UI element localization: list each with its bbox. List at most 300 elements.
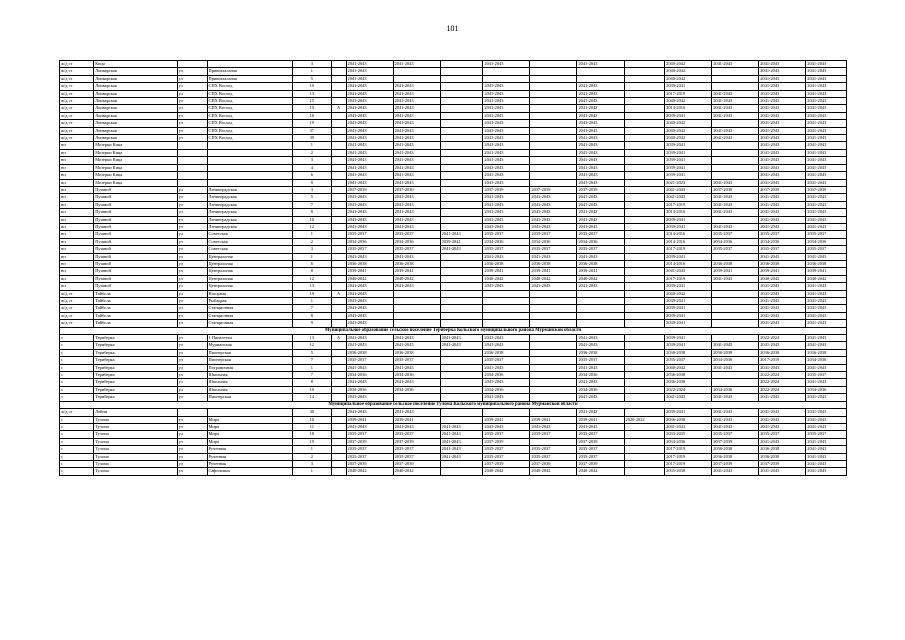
table-cell: 2036-2038 (577, 260, 624, 267)
table-cell: 2041-2043 (530, 283, 577, 290)
table-cell (530, 438, 577, 445)
table-row (60, 201, 847, 208)
table-cell: Сафоновых (207, 468, 293, 475)
table-cell: с (60, 438, 94, 445)
table-cell: 2041-2043 (806, 83, 847, 90)
table-cell: Пушной (94, 231, 177, 238)
table-cell: 2040-2042 (393, 468, 440, 475)
table-cell: 2041-2043 (806, 127, 847, 134)
table-cell (207, 149, 293, 156)
table-cell (207, 164, 293, 171)
table-cell: 2039-2041 (665, 223, 712, 230)
table-cell: 2035-2037 (712, 431, 759, 438)
table-cell: 8 (293, 209, 331, 216)
table-cell: 2034-2036 (483, 238, 530, 245)
table-cell: Териберка (94, 379, 177, 386)
table-cell: 2022-2024 (759, 379, 806, 386)
table-cell: 2041-2043 (483, 164, 530, 171)
table-cell: 2041-2043 (759, 342, 806, 349)
table-cell (331, 120, 346, 127)
table-cell: 2041-2043 (483, 127, 530, 134)
table-cell: 2041-2043 (759, 438, 806, 445)
table-cell: 2041-2043 (346, 423, 393, 430)
table-cell: 15 (293, 105, 331, 112)
table-cell: СПХ Восход (207, 98, 293, 105)
table-cell (440, 61, 483, 68)
table-cell (207, 61, 293, 68)
table-cell: 2037-2039 (393, 186, 440, 193)
table-cell (207, 409, 293, 416)
table-cell: 2041-2043 (346, 98, 393, 105)
table-cell (331, 164, 346, 171)
table-cell (483, 305, 530, 312)
table-cell (440, 379, 483, 386)
table-cell: ж/д ст (60, 120, 94, 127)
table-cell: ул (177, 253, 207, 260)
table-cell: 2017-2019 (665, 453, 712, 460)
table-cell: 2037-2039 (759, 460, 806, 467)
table-cell: 2041-2043 (806, 394, 847, 401)
table-cell: 2034-2036 (346, 238, 393, 245)
table-cell: 2041-2043 (577, 157, 624, 164)
table-cell: 2041-2043 (712, 112, 759, 119)
table-cell: 2041-2043 (806, 305, 847, 312)
table-cell (331, 453, 346, 460)
table-cell: А (331, 105, 346, 112)
table-cell: 2041-2043 (806, 105, 847, 112)
table-cell: ж/д ст (60, 320, 94, 327)
table-row (60, 372, 847, 379)
table-cell: 2036-2038 (712, 260, 759, 267)
table-row (60, 320, 847, 327)
table-cell (331, 135, 346, 142)
table-cell: 6 (293, 172, 331, 179)
table-cell: Пушной (94, 194, 177, 201)
table-cell: 10 (293, 386, 331, 393)
table-cell (331, 298, 346, 305)
table-cell: 1 (293, 231, 331, 238)
section-header-row (60, 401, 847, 408)
table-row (60, 423, 847, 430)
table-cell: 2041-2043 (806, 61, 847, 68)
table-cell (440, 105, 483, 112)
table-cell: нп (60, 253, 94, 260)
table-row (60, 112, 847, 119)
table-cell: 2037-2039 (712, 438, 759, 445)
table-cell (624, 268, 665, 275)
table-cell (624, 201, 665, 208)
table-cell: Лоиварская (94, 135, 177, 142)
table-cell: Советская (207, 238, 293, 245)
table-cell: 2041-2043 (712, 364, 759, 371)
table-cell (440, 157, 483, 164)
table-cell: Териберка (94, 372, 177, 379)
table-cell (440, 142, 483, 149)
page-number: 101 (446, 24, 459, 33)
table-cell (331, 394, 346, 401)
table-cell: 2037-2039 (712, 460, 759, 467)
table-row (60, 209, 847, 216)
table-cell: ул (177, 438, 207, 445)
table-cell (331, 386, 346, 393)
table-cell: нп (60, 246, 94, 253)
table-cell: ж/д ст (60, 127, 94, 134)
table-cell: с (60, 460, 94, 467)
table-cell: 2041-2043 (393, 335, 440, 342)
table-row (60, 90, 847, 97)
table-cell: 2040-2042 (577, 275, 624, 282)
table-cell: ул (177, 238, 207, 245)
table-cell: 2039-2041 (665, 335, 712, 342)
table-cell: 2041-2043 (806, 468, 847, 475)
table-cell: ул (177, 335, 207, 342)
table-cell (624, 68, 665, 75)
table-cell: 2041-2043 (346, 364, 393, 371)
table-cell: 2041-2043 (346, 223, 393, 230)
table-cell: 2035-2037 (483, 453, 530, 460)
table-cell: Центральная (207, 283, 293, 290)
table-cell (177, 142, 207, 149)
table-row (60, 223, 847, 230)
table-cell (207, 142, 293, 149)
table-cell: Лоиварская (94, 120, 177, 127)
table-cell: ж/д ст (60, 68, 94, 75)
table-cell: Пушной (94, 238, 177, 245)
table-cell: 2014-2016 (665, 105, 712, 112)
table-cell (530, 342, 577, 349)
table-cell: 2041-2043 (440, 423, 483, 430)
table-cell: 2035-2037 (577, 431, 624, 438)
table-cell: с (60, 468, 94, 475)
table-cell: Тайбола (94, 298, 177, 305)
table-row (60, 349, 847, 356)
table-cell: 2035-2037 (806, 431, 847, 438)
table-cell: 2035-2037 (483, 446, 530, 453)
table-cell: ул (177, 342, 207, 349)
table-cell: ул (177, 98, 207, 105)
table-cell (712, 305, 759, 312)
table-cell (624, 112, 665, 119)
table-cell: 2041-2043 (577, 223, 624, 230)
table-cell: 2041-2043 (393, 164, 440, 171)
table-cell: Териберка (94, 335, 177, 342)
table-cell (331, 416, 346, 423)
table-cell: нп (60, 238, 94, 245)
table-cell: 2041-2043 (577, 98, 624, 105)
table-cell: ж/д ст (60, 98, 94, 105)
table-cell: 2040-2042 (577, 468, 624, 475)
table-cell: Мира (207, 416, 293, 423)
table-cell: 2039-2041 (346, 416, 393, 423)
table-cell: 3 (293, 460, 331, 467)
table-cell (331, 201, 346, 208)
table-cell: 2041-2043 (759, 98, 806, 105)
table-row (60, 431, 847, 438)
table-cell: Рученная (207, 453, 293, 460)
table-cell: ул (177, 446, 207, 453)
table-row (60, 268, 847, 275)
table-cell (483, 409, 530, 416)
table-cell (331, 431, 346, 438)
table-cell (712, 290, 759, 297)
table-cell (577, 305, 624, 312)
table-cell: 2039-2041 (806, 268, 847, 275)
table-cell: 2035-2037 (530, 453, 577, 460)
table-cell (624, 342, 665, 349)
table-cell: 2039-2041 (346, 268, 393, 275)
table-cell: нп (60, 201, 94, 208)
table-cell: ул (177, 68, 207, 75)
table-cell: 13 (293, 335, 331, 342)
table-row (60, 98, 847, 105)
table-cell (440, 275, 483, 282)
table-cell: 2034-2036 (712, 238, 759, 245)
table-cell (440, 120, 483, 127)
table-cell: 2041-2043 (393, 194, 440, 201)
table-cell: 3 (293, 186, 331, 193)
table-cell: 2041-2043 (577, 135, 624, 142)
table-cell: ул (177, 127, 207, 134)
table-cell (331, 357, 346, 364)
table-cell (624, 290, 665, 297)
table-cell: 2041-2043 (483, 157, 530, 164)
table-cell: 2041-2043 (530, 194, 577, 201)
table-cell: ул (177, 394, 207, 401)
table-row (60, 357, 847, 364)
table-cell: 2041-2043 (577, 253, 624, 260)
table-cell: 2 (293, 149, 331, 156)
table-cell: ул (177, 283, 207, 290)
table-cell: 2035-2037 (759, 231, 806, 238)
table-cell: 2039-2041 (577, 416, 624, 423)
table-cell: с (60, 364, 94, 371)
table-cell: 2041-2043 (759, 209, 806, 216)
table-cell: ул (177, 260, 207, 267)
table-cell: 2035-2037 (393, 431, 440, 438)
table-cell: 2034-2036 (806, 357, 847, 364)
table-cell (712, 216, 759, 223)
table-cell: Лоиварская (94, 83, 177, 90)
table-cell: 2036-2038 (483, 349, 530, 356)
table-row (60, 246, 847, 253)
table-cell: 2041-2043 (759, 253, 806, 260)
table-cell (624, 238, 665, 245)
table-cell: Мозерки Кица (94, 157, 177, 164)
table-cell: 2037-2039 (483, 438, 530, 445)
table-cell: 2014-2016 (665, 238, 712, 245)
table-cell: 2041-2043 (440, 453, 483, 460)
table-cell: нп (60, 231, 94, 238)
table-cell: 8 (293, 379, 331, 386)
table-cell (624, 460, 665, 467)
table-cell: 2 (293, 238, 331, 245)
table-cell: 2041-2043 (665, 394, 712, 401)
table-row (60, 460, 847, 467)
table-cell: 2041-2043 (393, 120, 440, 127)
table-cell: 2041-2043 (393, 157, 440, 164)
table-cell: 2041-2043 (483, 209, 530, 216)
table-cell: 2036-2038 (483, 260, 530, 267)
table-cell: А (331, 290, 346, 297)
table-cell: ул (177, 120, 207, 127)
table-row (60, 194, 847, 201)
table-cell: 2017-2019 (665, 446, 712, 453)
table-cell (624, 90, 665, 97)
table-cell: 2041-2043 (393, 364, 440, 371)
table-row (60, 179, 847, 186)
table-cell: 2041-2043 (577, 394, 624, 401)
table-cell (331, 231, 346, 238)
table-cell (440, 179, 483, 186)
table-cell (624, 142, 665, 149)
table-cell: 2041-2043 (759, 305, 806, 312)
table-cell: 2035-2037 (806, 372, 847, 379)
table-cell: 2035-2037 (483, 431, 530, 438)
table-cell: 2041-2043 (483, 120, 530, 127)
table-cell: 2041-2043 (530, 201, 577, 208)
table-cell (483, 75, 530, 82)
table-cell: 1 (293, 446, 331, 453)
table-cell: 2037-2039 (346, 460, 393, 467)
table-cell: 2041-2043 (346, 68, 393, 75)
table-cell: 2014-2016 (665, 231, 712, 238)
table-row (60, 394, 847, 401)
table-cell: 2037-2039 (483, 460, 530, 467)
table-cell: 2041-2043 (346, 253, 393, 260)
table-cell (331, 223, 346, 230)
table-cell (624, 61, 665, 68)
table-cell (440, 268, 483, 275)
table-cell (331, 209, 346, 216)
table-cell: Привокзальная (207, 75, 293, 82)
table-cell: СПХ Восход (207, 112, 293, 119)
table-cell: 7 (293, 357, 331, 364)
table-cell: Мозерки Кица (94, 164, 177, 171)
section-header-row (60, 327, 847, 334)
table-cell: Мира (207, 431, 293, 438)
table-cell: 2034-2036 (806, 386, 847, 393)
table-cell: 2041-2043 (346, 290, 393, 297)
table-cell: 2039-2041 (665, 312, 712, 319)
table-cell (530, 386, 577, 393)
table-cell (483, 68, 530, 75)
table-cell: 2017-2019 (665, 201, 712, 208)
table-cell: СПХ Восход (207, 90, 293, 97)
table-cell (331, 253, 346, 260)
table-row (60, 379, 847, 386)
table-cell: 2041-2043 (759, 135, 806, 142)
table-cell: 2037-2039 (759, 186, 806, 193)
table-cell: Лоиварская (94, 90, 177, 97)
table-cell: 2041-2043 (577, 194, 624, 201)
table-cell: 2041-2043 (393, 379, 440, 386)
table-cell: 2041-2043 (806, 164, 847, 171)
table-cell: 2041-2043 (577, 342, 624, 349)
table-cell: ж/д ст (60, 90, 94, 97)
table-cell: 2041-2043 (483, 194, 530, 201)
table-cell: 2034-2036 (530, 238, 577, 245)
table-cell: с (60, 357, 94, 364)
table-cell (440, 149, 483, 156)
table-cell (624, 298, 665, 305)
table-cell: ул (177, 460, 207, 467)
table-cell (440, 260, 483, 267)
table-cell (712, 320, 759, 327)
table-cell: 2035-2037 (759, 431, 806, 438)
table-cell (331, 364, 346, 371)
table-cell: 2041-2043 (759, 68, 806, 75)
table-cell: 2041-2043 (712, 194, 759, 201)
table-cell: нп (60, 283, 94, 290)
table-cell: 2041-2043 (577, 105, 624, 112)
table-cell: 2041-2043 (712, 409, 759, 416)
table-cell: с (60, 416, 94, 423)
table-cell: 2041-2043 (759, 290, 806, 297)
table-cell: 2041-2043 (483, 423, 530, 430)
table-cell: 2035-2037 (483, 231, 530, 238)
table-cell: 2041-2043 (806, 135, 847, 142)
table-cell: 2041-2043 (577, 112, 624, 119)
table-cell (440, 416, 483, 423)
table-cell: 2036-2038 (346, 349, 393, 356)
table-cell: Лоиварская (94, 75, 177, 82)
table-cell: ул (177, 386, 207, 393)
table-cell: 2041-2043 (440, 231, 483, 238)
table-cell (712, 75, 759, 82)
table-cell: 2041-2043 (759, 149, 806, 156)
table-cell: ул (177, 90, 207, 97)
table-cell (440, 357, 483, 364)
table-cell (440, 312, 483, 319)
table-cell: ж/д ст (60, 105, 94, 112)
table-cell (331, 216, 346, 223)
table-cell: 6 (293, 260, 331, 267)
table-cell (624, 164, 665, 171)
table-cell (440, 372, 483, 379)
table-cell: Пушной (94, 260, 177, 267)
table-cell: 1 (293, 298, 331, 305)
table-cell: 2041-2043 (712, 275, 759, 282)
table-cell: 2041-2043 (759, 179, 806, 186)
table-cell: 2036-2038 (665, 379, 712, 386)
table-cell (331, 423, 346, 430)
table-cell: 2041-2043 (806, 179, 847, 186)
table-cell: 2041-2043 (483, 142, 530, 149)
table-cell: 2037-2039 (393, 460, 440, 467)
table-cell: 2041-2043 (393, 209, 440, 216)
table-cell (577, 75, 624, 82)
table-cell: с (60, 386, 94, 393)
table-cell: 2041-2043 (712, 90, 759, 97)
table-cell (331, 68, 346, 75)
table-cell: 19 (293, 438, 331, 445)
table-cell: 2041-2043 (665, 268, 712, 275)
table-cell: Лоиварская (94, 68, 177, 75)
table-cell: Тулома (94, 446, 177, 453)
table-cell: 2041-2043 (577, 409, 624, 416)
table-cell (177, 149, 207, 156)
table-cell: 2041-2043 (759, 127, 806, 134)
table-cell: 2035-2038 (665, 468, 712, 475)
table-row (60, 127, 847, 134)
table-cell: 2041-2043 (759, 216, 806, 223)
table-cell: Мира (207, 423, 293, 430)
table-cell: ул (177, 201, 207, 208)
table-cell: СПХ Восход (207, 105, 293, 112)
table-cell: 2041-2043 (806, 223, 847, 230)
table-cell: нп (60, 223, 94, 230)
table-cell (624, 172, 665, 179)
